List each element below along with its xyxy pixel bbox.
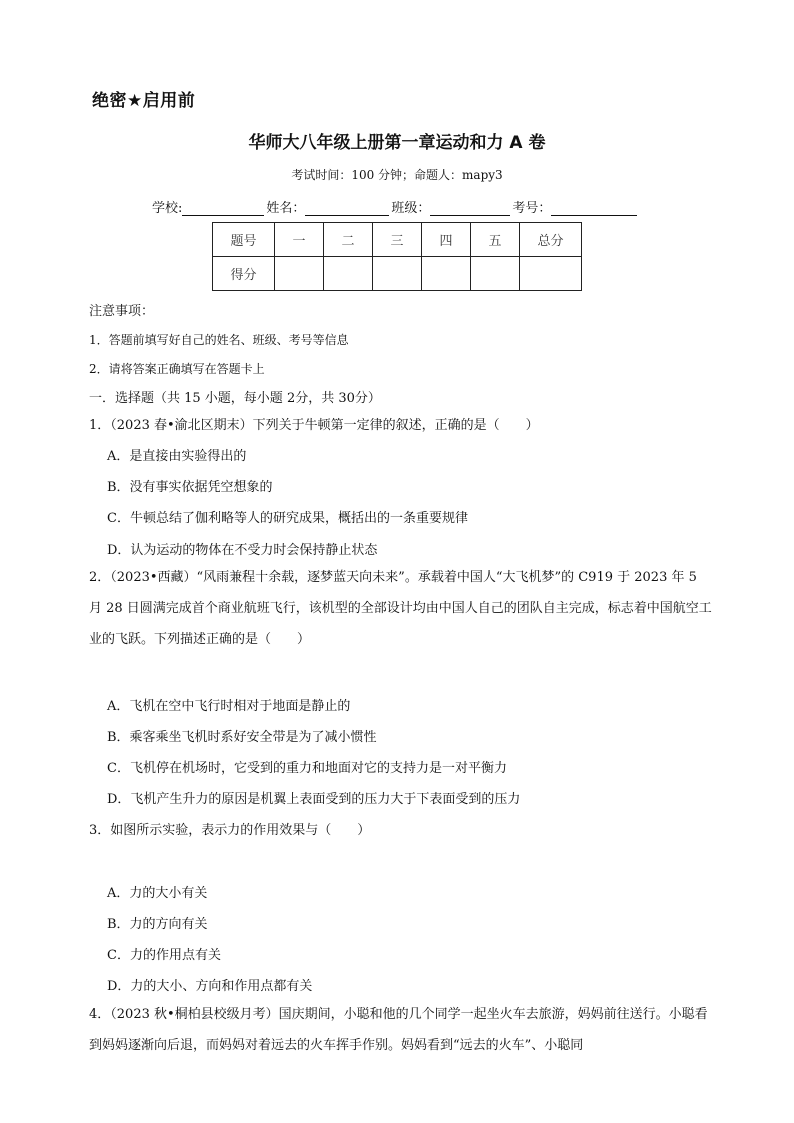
question-stem: 1．（2023 春•渝北区期末）下列关于牛顿第一定律的叙述，正确的是（ ） <box>89 418 539 433</box>
score-header-cell: 四 <box>422 223 471 257</box>
score-cell[interactable] <box>324 257 373 291</box>
class-label: 班级： <box>391 201 431 216</box>
score-cell[interactable] <box>373 257 422 291</box>
option-item: A．飞机在空中飞行时相对于地面是静止的 <box>107 699 351 714</box>
class-blank[interactable] <box>430 201 510 216</box>
option-item: A．是直接由实验得出的 <box>107 449 247 464</box>
option-item: C．飞机停在机场时，它受到的重力和地面对它的支持力是一对平衡力 <box>107 761 507 776</box>
score-cell[interactable] <box>422 257 471 291</box>
notice-title: 注意事项： <box>89 304 155 319</box>
option-item: C．牛顿总结了伽利略等人的研究成果，概括出的一条重要规律 <box>107 511 468 526</box>
school-label: 学校: <box>152 201 183 216</box>
exam-meta: 考试时间：100 分钟；命题人：mapy3 <box>291 168 503 182</box>
score-cell[interactable] <box>275 257 324 291</box>
school-blank[interactable] <box>182 201 264 216</box>
score-row-label: 得分 <box>213 257 275 291</box>
option-item: D．力的大小、方向和作用点都有关 <box>107 979 313 994</box>
notice-item: 2．请将答案正确填写在答题卡上 <box>89 362 265 376</box>
question-stem: 4．（2023 秋•桐柏县校级月考）国庆期间，小聪和他的几个同学一起坐火车去旅游，妈妈前往送行。小聪看到妈妈逐渐向后退，而妈妈对着远去的火车挥手作别。妈妈看到“远去的火车”、小聪同 <box>89 1007 708 1053</box>
option-item: D．认为运动的物体在不受力时会保持静止状态 <box>107 543 378 558</box>
exam-no-blank[interactable] <box>551 201 637 216</box>
score-header-cell: 一 <box>275 223 324 257</box>
score-header-cell: 三 <box>373 223 422 257</box>
score-table-score-row <box>213 257 582 291</box>
page-title: 华师大八年级上册第一章运动和力 A 卷 <box>248 133 546 153</box>
score-header-cell: 总分 <box>520 223 582 257</box>
option-item: C．力的作用点有关 <box>107 948 221 963</box>
score-table-header-row <box>213 223 582 257</box>
secret-label: 绝密★启用前 <box>92 91 196 111</box>
score-cell[interactable] <box>520 257 582 291</box>
question-stem: 2．（2023•西藏）“风雨兼程十余载，逐梦蓝天向未来”。承载着中国人“大飞机梦”的 C919 于 2023 年 5 月 28 日圆满完成首个商业航班飞行，该机型的全部设计均由中国人自己的团队自主完成，标志着中国航空工业的飞跃。下列描述正确的是（ ） <box>89 570 712 647</box>
name-blank[interactable] <box>305 201 389 216</box>
student-info-row <box>152 197 639 216</box>
option-item: A．力的大小有关 <box>107 886 208 901</box>
question-stem: 3．如图所示实验，表示力的作用效果与（ ） <box>89 823 371 838</box>
score-header-cell: 二 <box>324 223 373 257</box>
option-item: B．没有事实依据凭空想象的 <box>107 480 273 495</box>
exam-no-label: 考号： <box>512 201 552 216</box>
score-table <box>212 222 582 291</box>
name-label: 姓名： <box>266 201 306 216</box>
notice-item: 1．答题前填写好自己的姓名、班级、考号等信息 <box>89 333 349 347</box>
section-title: 一．选择题（共 15 小题，每小题 2分，共 30分） <box>89 391 381 406</box>
score-cell[interactable] <box>471 257 520 291</box>
option-item: B．乘客乘坐飞机时系好安全带是为了减小惯性 <box>107 730 377 745</box>
score-header-cell: 题号 <box>213 223 275 257</box>
option-item: D．飞机产生升力的原因是机翼上表面受到的压力大于下表面受到的压力 <box>107 792 521 807</box>
score-header-cell: 五 <box>471 223 520 257</box>
option-item: B．力的方向有关 <box>107 917 208 932</box>
